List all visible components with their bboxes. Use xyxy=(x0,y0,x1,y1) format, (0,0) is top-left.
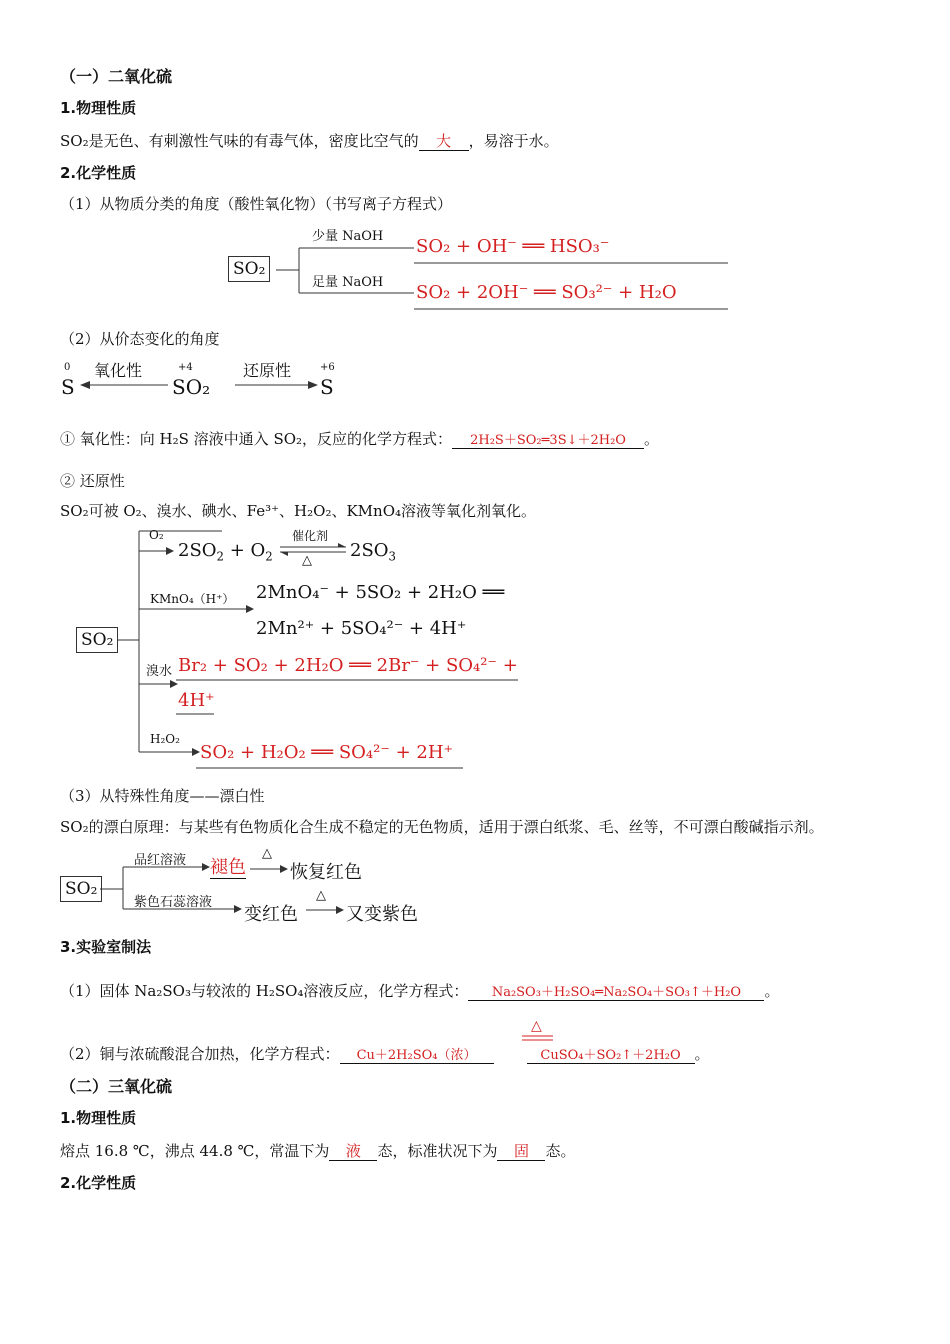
lab-prep-1: （1）固体 Na₂SO₃与较浓的 H₂SO₄溶液反应，化学方程式： Na₂SO₃＋H₂SO₄═Na₂SO₄＋SO₃↑＋H₂O 。 xyxy=(60,982,780,1000)
triangle-heat: △ xyxy=(302,553,312,568)
valence-s0: S xyxy=(61,375,75,399)
answer-blank: 固 xyxy=(497,1143,545,1161)
label-magenta-solution: 品红溶液 xyxy=(134,853,187,868)
answer-blank: 2H₂S＋SO₂═3S↓＋2H₂O xyxy=(452,434,644,449)
label-large-naoh: 足量 NaOH xyxy=(312,275,384,290)
eq-bromine-line1: Br₂ + SO₂ + 2H₂O ══ 2Br⁻ + SO₄²⁻ + xyxy=(178,655,518,676)
text-restore-red: 恢复红色 xyxy=(290,862,362,883)
so2-box-reducing: SO₂ xyxy=(76,627,118,653)
eq-h2o2: SO₂ + H₂O₂ ══ SO₄²⁻ + 2H⁺ xyxy=(200,742,454,763)
section-title-so2: （一）二氧化硫 xyxy=(60,67,173,86)
lab-prep-2: （2）铜与浓硫酸混合加热，化学方程式： Cu＋2H₂SO₄（浓） CuSO₄＋SO₂↑＋2H₂O 。 xyxy=(60,1045,710,1063)
answer-fade: 褪色 xyxy=(210,857,246,878)
so2-box-bleach: SO₂ xyxy=(60,876,102,902)
label-o2: O₂ xyxy=(149,528,164,542)
valence-so2: SO₂ xyxy=(172,375,211,399)
valence-plus4: +4 xyxy=(178,362,193,373)
section-title-so3: （二）三氧化硫 xyxy=(60,1077,173,1096)
valence-plus6: +6 xyxy=(320,362,335,373)
physical-properties-text: SO₂是无色、有刺激性气味的有毒气体，密度比空气的 大 ，易溶于水。 xyxy=(60,132,559,150)
text-turn-red: 变红色 xyxy=(244,904,298,925)
eq-kmno4-line2: 2Mn²⁺ + 5SO₄²⁻ + 4H⁺ xyxy=(256,618,467,639)
label-small-naoh: 少量 NaOH xyxy=(312,229,384,244)
label-reducing: 还原性 xyxy=(243,361,292,380)
label-h2o2: H₂O₂ xyxy=(150,732,180,746)
triangle-heat-lab: △ xyxy=(531,1018,542,1034)
label-oxidizing: 氧化性 xyxy=(94,361,143,380)
eq-large-naoh: SO₂ + 2OH⁻ ══ SO₃²⁻ + H₂O xyxy=(416,282,677,303)
eq-small-naoh: SO₂ + OH⁻ ══ HSO₃⁻ xyxy=(416,236,610,257)
label-litmus: 紫色石蕊溶液 xyxy=(134,895,213,910)
subheading-acidic-oxide: （1）从物质分类的角度（酸性氧化物）（书写离子方程式） xyxy=(60,195,453,213)
heading-lab-prep: 3.实验室制法 xyxy=(60,938,152,956)
triangle-heat: △ xyxy=(262,846,272,861)
heading-so3-physical: 1.物理性质 xyxy=(60,1109,137,1127)
answer-blank: 液 xyxy=(329,1143,377,1161)
heading-physical-properties: 1.物理性质 xyxy=(60,99,137,117)
heading-chemical-properties: 2.化学性质 xyxy=(60,164,137,182)
subheading-valence: （2）从价态变化的角度 xyxy=(60,330,220,348)
so2-box: SO₂ xyxy=(228,256,270,282)
answer-blank-a: Cu＋2H₂SO₄（浓） xyxy=(340,1049,494,1064)
text-turn-purple: 又变紫色 xyxy=(346,904,418,925)
eq-bromine-line2: 4H⁺ xyxy=(178,690,215,711)
oxidizing-text: ① 氧化性：向 H₂S 溶液中通入 SO₂，反应的化学方程式： 2H₂S＋SO₂═3S↓＋2H₂O 。 xyxy=(60,430,660,448)
so3-physical-text: 熔点 16.8 ℃，沸点 44.8 ℃，常温下为 液 态，标准状况下为 固 态。 xyxy=(60,1142,576,1160)
subheading-bleaching: （3）从特殊性角度——漂白性 xyxy=(60,787,265,805)
eq-o2-left: $2SO_2 + O_2$ xyxy=(178,540,273,564)
label-kmno4: KMnO₄（H⁺） xyxy=(150,592,235,606)
valence-s6: S xyxy=(320,375,334,399)
bleaching-text: SO₂的漂白原理：与某些有色物质化合生成不稳定的无色物质，适用于漂白纸浆、毛、丝等，不可漂白酸碱指示剂。 xyxy=(60,818,824,836)
answer-blank-b: CuSO₄＋SO₂↑＋2H₂O xyxy=(527,1049,695,1064)
eq-o2-right: $2SO_3$ xyxy=(350,540,396,564)
answer-blank: 大 xyxy=(419,133,469,151)
label-catalyst: 催化剂 xyxy=(292,529,329,543)
label-bromine-water: 溴水 xyxy=(146,664,173,679)
reducing-title: ② 还原性 xyxy=(60,472,125,490)
reducing-text: SO₂可被 O₂、溴水、碘水、Fe³⁺、H₂O₂、KMnO₄溶液等氧化剂氧化。 xyxy=(60,502,537,520)
heading-so3-chemical: 2.化学性质 xyxy=(60,1174,137,1192)
answer-blank: Na₂SO₃＋H₂SO₄═Na₂SO₄＋SO₃↑＋H₂O xyxy=(468,986,764,1001)
eq-kmno4-line1: 2MnO₄⁻ + 5SO₂ + 2H₂O ══ xyxy=(256,582,505,603)
valence-0: 0 xyxy=(64,362,71,373)
triangle-heat: △ xyxy=(316,888,326,903)
